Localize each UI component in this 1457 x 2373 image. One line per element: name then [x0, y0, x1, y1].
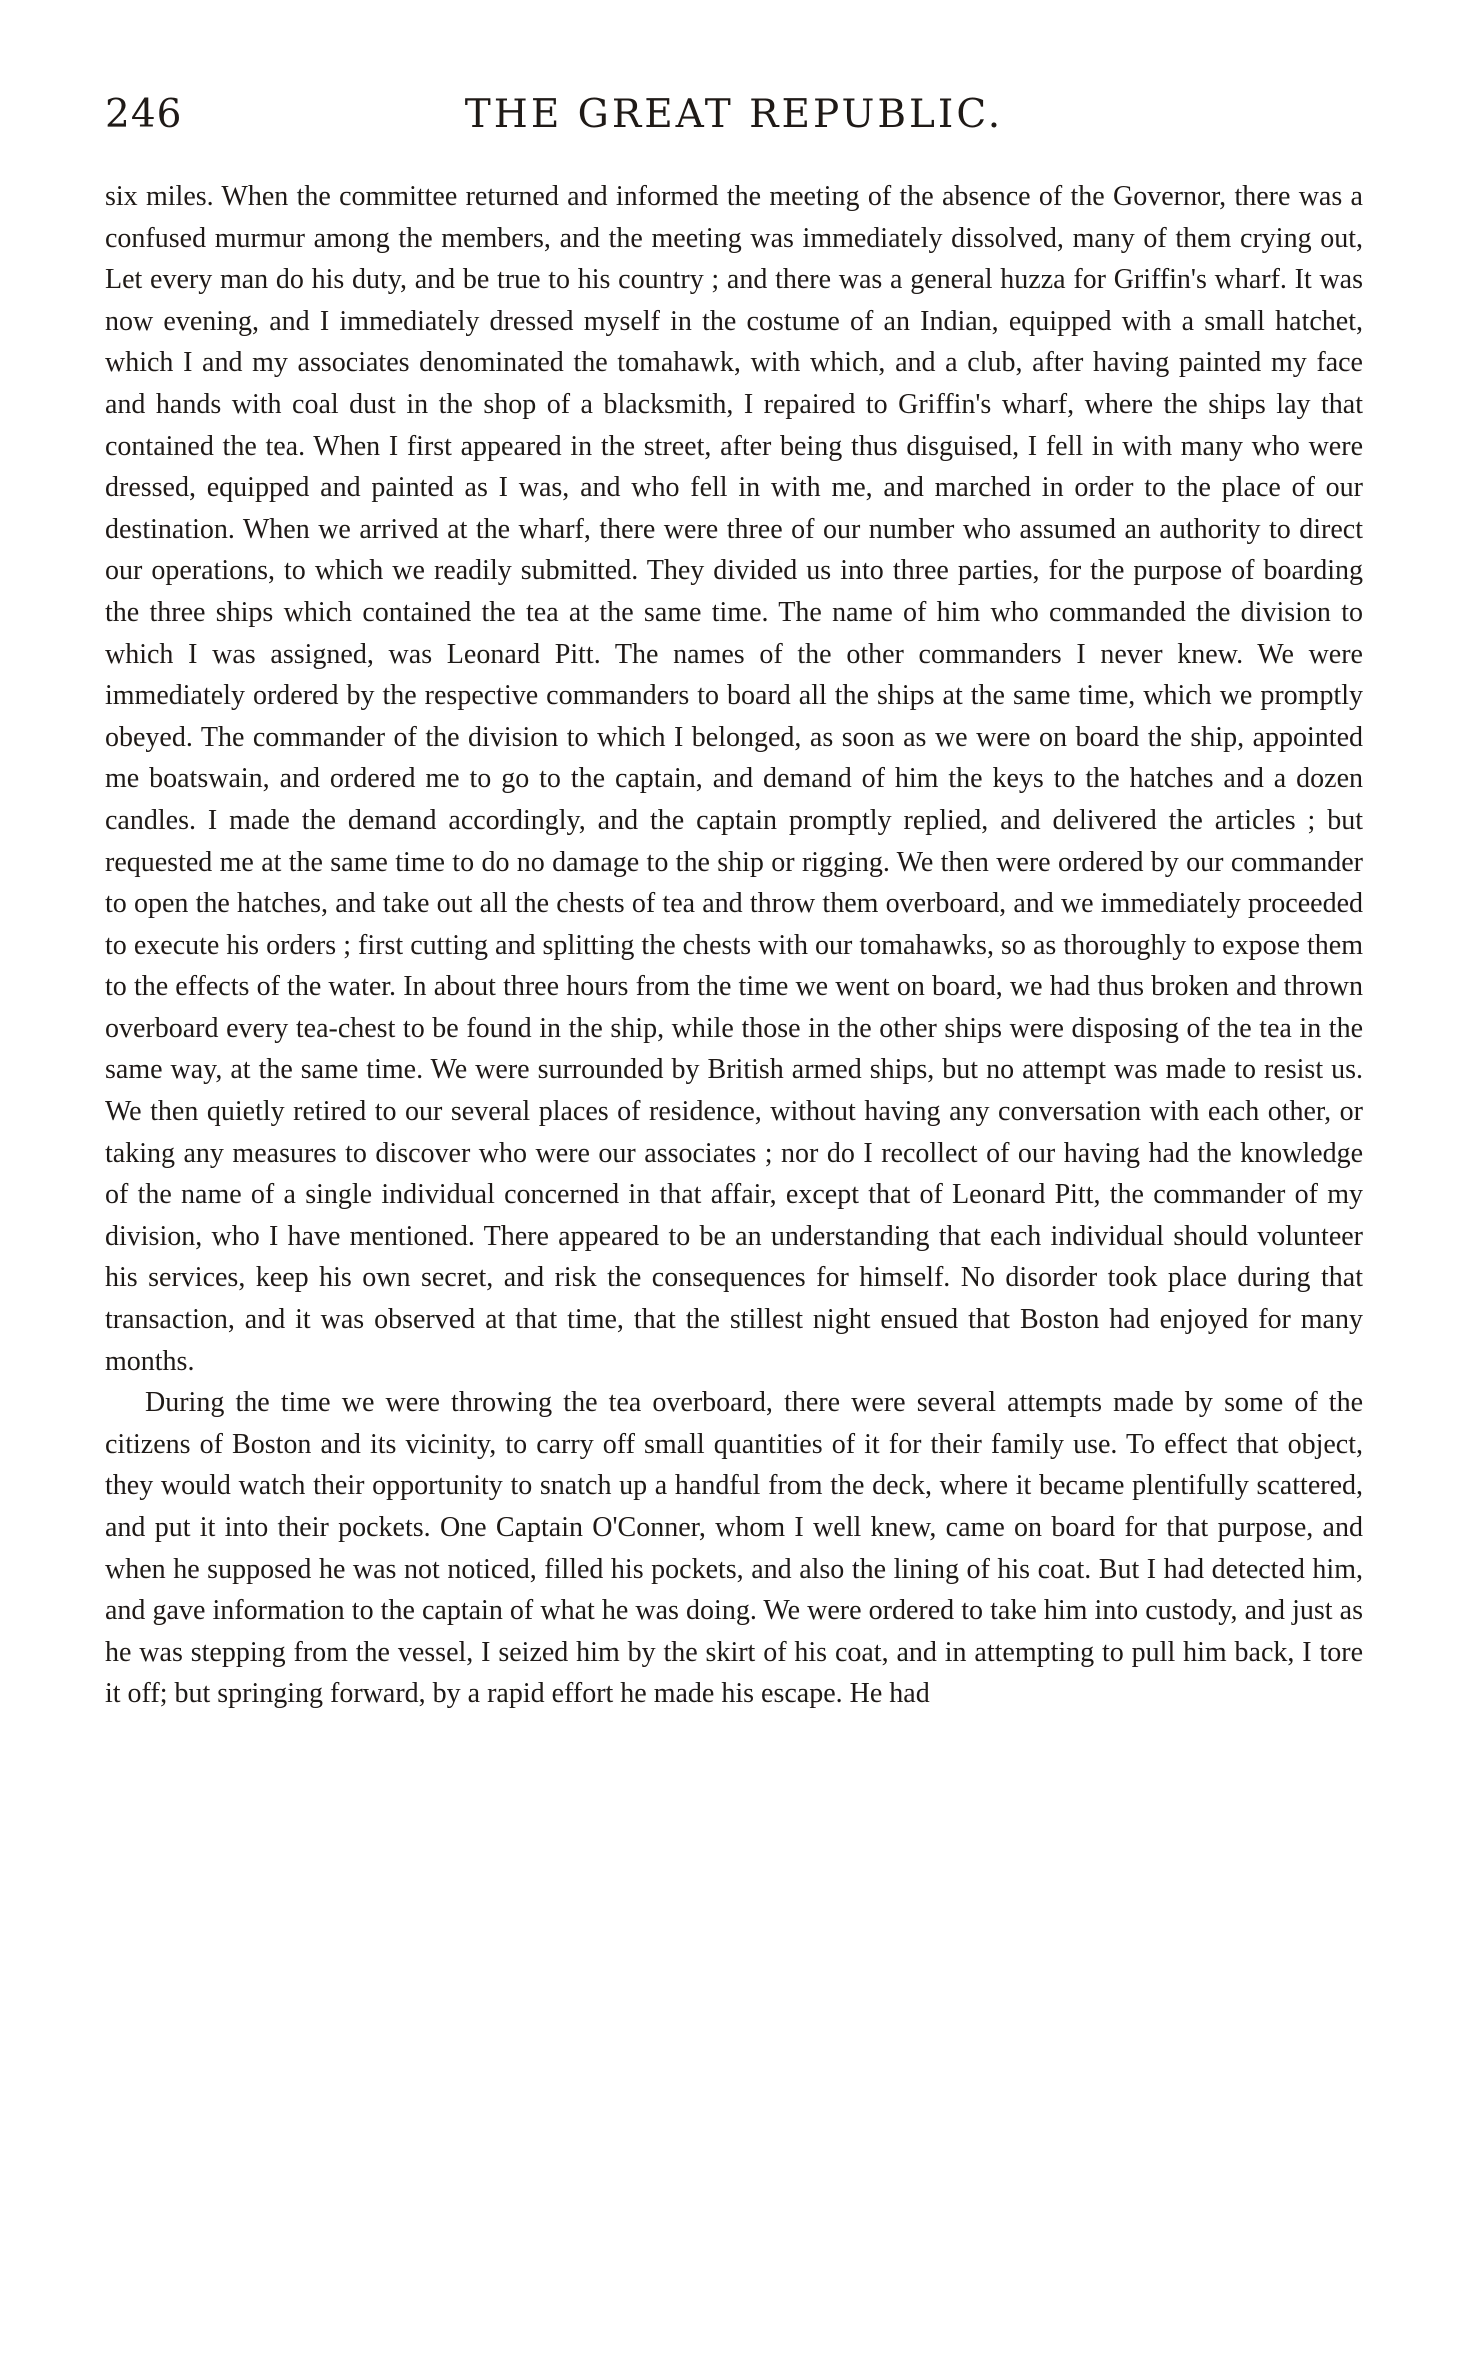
page-number: 246	[105, 92, 183, 137]
body-text	[105, 176, 1363, 1715]
running-head	[105, 92, 1363, 148]
paragraph-2: During the time we were throwing the tea overboard, there were several attempts made by some of the citizens of Boston and its vicinity, to carry off small quantities of it for their family use. To effect that object, they would watch their opportunity to snatch up a handful from the deck, where it became plentifully scattered, and put it into their pockets. One Captain O'Conner, whom I well knew, came on board for that purpose, and when he supposed he was not noticed, filled his pockets, and also the lining of his coat. But I had detected him, and gave information to the captain of what he was doing. We were ordered to take him into custody, and just as he was stepping from the vessel, I seized him by the skirt of his coat, and in attempting to pull him back, I tore it off; but springing forward, by a rapid effort he made his escape. He had	[105, 1387, 1363, 1710]
running-title: THE GREAT REPUBLIC.	[464, 92, 1004, 137]
book-page	[105, 92, 1363, 1715]
paragraph-1: six miles. When the committee returned and informed the meeting of the absence of the Governor, there was a confused murmur among the members, and the meeting was immediately dissolved, many of them crying out, Let every man do his duty, and be true to his country ; and there was a general huzza for Griffin's wharf. It was now evening, and I immediately dressed myself in the costume of an Indian, equipped with a small hatchet, which I and my associates denominated the tomahawk, with which, and a club, after having painted my face and hands with coal dust in the shop of a blacksmith, I repaired to Griffin's wharf, where the ships lay that contained the tea. When I first appeared in the street, after being thus disguised, I fell in with many who were dressed, equipped and painted as I was, and who fell in with me, and marched in order to the place of our destination. When we arrived at the wharf, there were three of our number who assumed an authority to direct our operations, to which we readily submitted. They divided us into three parties, for the purpose of boarding the three ships which contained the tea at the same time. The name of him who commanded the division to which I was assigned, was Leonard Pitt. The names of the other commanders I never knew. We were immediately ordered by the respective commanders to board all the ships at the same time, which we promptly obeyed. The commander of the division to which I belonged, as soon as we were on board the ship, appointed me boatswain, and ordered me to go to the captain, and demand of him the keys to the hatches and a dozen candles. I made the demand accordingly, and the captain promptly replied, and delivered the articles ; but requested me at the same time to do no damage to the ship or rigging. We then were ordered by our commander to open the hatches, and take out all the chests of tea and throw them overboard, and we immediately proceeded to execute his orders ; first cutting and splitting the chests with our tomahawks, so as thoroughly to expose them to the effects of the water. In about three hours from the time we went on board, we had thus broken and thrown overboard every tea-chest to be found in the ship, while those in the other ships were disposing of the tea in the same way, at the same time. We were surrounded by British armed ships, but no attempt was made to resist us. We then quietly retired to our several places of residence, without having any conversation with each other, or taking any measures to discover who were our associates ; nor do I recollect of our having had the knowledge of the name of a single individual concerned in that affair, except that of Leonard Pitt, the commander of my division, who I have mentioned. There appeared to be an understanding that each individual should volunteer his services, keep his own secret, and risk the consequences for himself. No disorder took place during that transaction, and it was observed at that time, that the stillest night ensued that Boston had enjoyed for many months.	[105, 181, 1363, 1377]
